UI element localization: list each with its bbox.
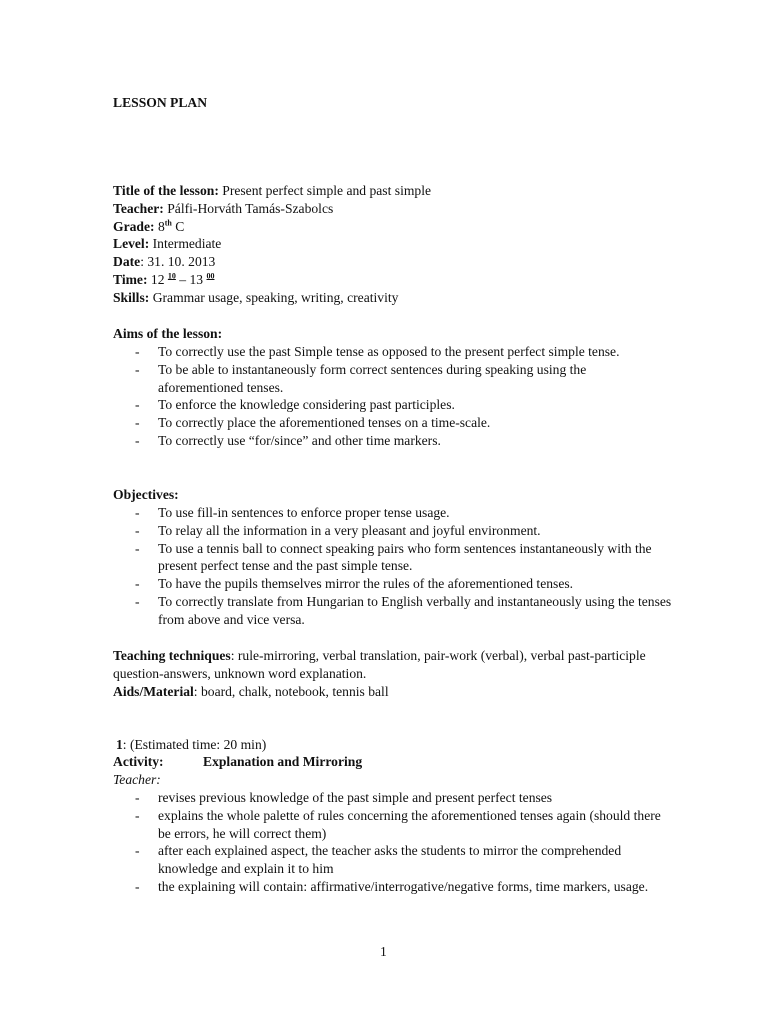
meta-time-sep: – 13 <box>179 271 204 287</box>
meta-grade-row <box>113 218 431 236</box>
objectives-item-text: To use fill-in sentences to enforce proper tense usage. <box>158 505 450 520</box>
objectives-item <box>113 540 673 576</box>
techniques-value: : rule-mirroring, verbal translation, pair-work (verbal), verbal past-participle question-answers, unknown word explanation. <box>113 648 646 681</box>
step-time: : (Estimated time: 20 min) <box>122 737 267 752</box>
objectives-item <box>113 522 673 540</box>
aims-heading: Aims of the lesson: <box>113 326 223 341</box>
aims-item <box>113 432 673 450</box>
dash-bullet: - <box>135 361 140 377</box>
aims-item-text: To enforce the knowledge considering past participles. <box>158 397 455 413</box>
meta-title-row <box>113 182 431 200</box>
teacher-activity-list <box>113 789 673 896</box>
meta-grade-num: 8 <box>157 218 165 234</box>
step-header <box>116 736 266 754</box>
dash-bullet: - <box>135 878 140 894</box>
aims-item <box>113 343 673 361</box>
aims-list <box>113 343 673 450</box>
dash-bullet: - <box>135 843 140 859</box>
aids-label: Aids/Material <box>113 684 194 699</box>
meta-time-end-sup: 00 <box>206 271 215 281</box>
teacher-activity-item <box>113 807 673 843</box>
meta-date-label: Date <box>113 254 141 270</box>
teacher-activity-text: the explaining will contain: affirmative/interrogative/negative forms, time markers, usage. <box>158 878 649 894</box>
objectives-heading: Objectives: <box>113 487 179 502</box>
aims-item-text: To be able to instantaneously form correct sentences during speaking using the aforementioned tenses. <box>158 361 587 395</box>
meta-skills-value: Grammar usage, speaking, writing, creativity <box>152 289 399 305</box>
page-number: 1 <box>380 944 387 959</box>
dash-bullet: - <box>135 576 140 592</box>
meta-level-label: Level: <box>113 236 150 252</box>
objectives-item-text: To use a tennis ball to connect speaking pairs who form sentences instantaneously with the present perfect tense and the past simple tense. <box>158 540 652 574</box>
meta-time-row <box>113 271 431 289</box>
step-number: 1 <box>116 737 123 752</box>
dash-bullet: - <box>135 505 140 520</box>
aims-item-text: To correctly use “for/since” and other time markers. <box>158 432 441 448</box>
meta-title-label: Title of the lesson: <box>113 183 219 198</box>
meta-level-value: Intermediate <box>152 236 222 252</box>
objectives-item-text: To relay all the information in a very pleasant and joyful environment. <box>158 522 541 538</box>
teaching-techniques <box>113 647 673 683</box>
teacher-activity-item <box>113 842 673 878</box>
meta-grade-sup: th <box>164 218 172 228</box>
meta-teacher-value: Pálfi-Horváth Tamás-Szabolcs <box>167 200 334 216</box>
activity-label: Activity: <box>113 754 164 769</box>
meta-grade-label: Grade: <box>113 218 155 234</box>
objectives-item <box>113 504 673 522</box>
teacher-activity-text: after each explained aspect, the teacher asks the students to mirror the comprehended knowledge and explain it to him <box>158 843 622 877</box>
meta-teacher-label: Teacher: <box>113 200 164 216</box>
aims-item <box>113 361 673 397</box>
dash-bullet: - <box>135 397 140 413</box>
aims-item <box>113 396 673 414</box>
meta-level-row <box>113 235 431 253</box>
teacher-activity-text: revises previous knowledge of the past simple and present perfect tenses <box>158 790 553 805</box>
teacher-activity-item <box>113 878 673 896</box>
aids-value: : board, chalk, notebook, tennis ball <box>193 684 389 699</box>
dash-bullet: - <box>135 432 140 448</box>
teacher-activity-item <box>113 789 673 807</box>
meta-skills-label: Skills: <box>113 289 150 305</box>
aims-item-text: To correctly place the aforementioned tenses on a time-scale. <box>158 415 491 431</box>
objectives-item-text: To have the pupils themselves mirror the rules of the aforementioned tenses. <box>158 576 574 592</box>
meta-teacher-row <box>113 200 431 218</box>
meta-grade-class: C <box>175 218 185 234</box>
objectives-list <box>113 504 673 629</box>
meta-time-start-sup: 10 <box>167 271 176 281</box>
meta-skills-row <box>113 289 431 307</box>
activity-value: Explanation and Mirroring <box>203 754 363 769</box>
objectives-item-text: To correctly translate from Hungarian to English verbally and instantaneously using the tenses from above and vice versa. <box>158 593 672 627</box>
objectives-item <box>113 593 673 629</box>
aims-item-text: To correctly use the past Simple tense as opposed to the present perfect simple tense. <box>158 344 620 359</box>
dash-bullet: - <box>135 790 140 805</box>
meta-time-label: Time: <box>113 271 148 287</box>
objectives-item <box>113 575 673 593</box>
meta-title-value: Present perfect simple and past simple <box>222 183 432 198</box>
techniques-label: Teaching techniques <box>113 648 231 663</box>
document-title: LESSON PLAN <box>113 95 208 110</box>
dash-bullet: - <box>135 344 140 359</box>
dash-bullet: - <box>135 540 140 556</box>
aids-material <box>113 683 673 701</box>
meta-date-row <box>113 253 431 271</box>
dash-bullet: - <box>135 807 140 823</box>
dash-bullet: - <box>135 522 140 538</box>
meta-date-value: : 31. 10. 2013 <box>140 254 216 270</box>
meta-time-start: 12 <box>150 271 165 287</box>
teacher-role-label: Teacher: <box>113 772 161 787</box>
activity-row <box>113 753 362 771</box>
dash-bullet: - <box>135 593 140 609</box>
dash-bullet: - <box>135 415 140 431</box>
aims-item <box>113 414 673 432</box>
teacher-activity-text: explains the whole palette of rules concerning the aforementioned tenses again (should there be errors, he will correct them) <box>158 807 661 841</box>
lesson-metadata <box>113 182 431 307</box>
